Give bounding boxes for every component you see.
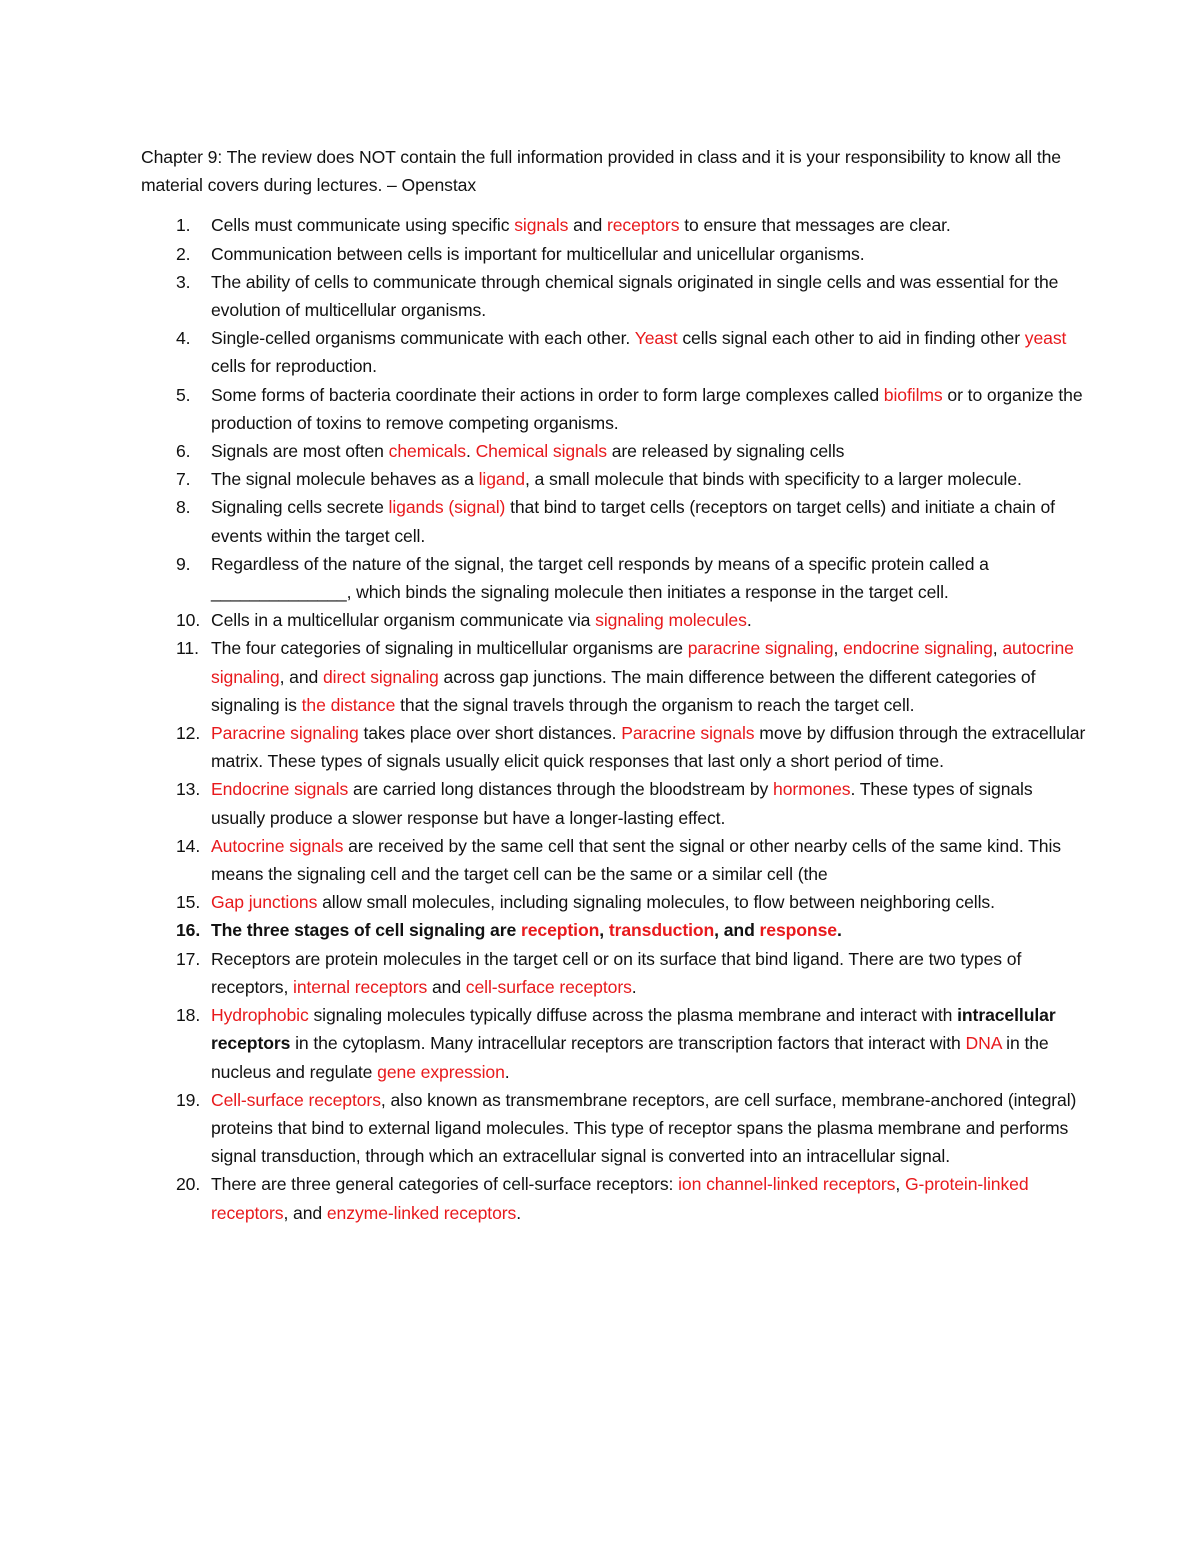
item-text: across gap junctions. The main difference between the different categories of signaling is bbox=[211, 666, 1036, 715]
item-text: The four categories of signaling in multicellular organisms are bbox=[211, 638, 688, 659]
review-item bbox=[141, 1170, 1090, 1226]
highlighted-term: Hydrophobic bbox=[211, 1005, 309, 1026]
review-item bbox=[141, 888, 1090, 916]
item-number: 14. bbox=[176, 835, 201, 856]
highlighted-term: direct signaling bbox=[322, 666, 439, 687]
highlighted-term: internal receptors bbox=[293, 976, 428, 997]
item-number: 20. bbox=[176, 1174, 201, 1195]
item-text: , and bbox=[714, 920, 760, 941]
item-text: allow small molecules, including signaling molecules, to flow between neighboring cells. bbox=[317, 892, 995, 913]
item-text: signaling molecules typically diffuse across the plasma membrane and interact with bbox=[308, 1005, 958, 1026]
highlighted-term: DNA bbox=[965, 1033, 1002, 1054]
highlighted-term: endocrine signaling bbox=[843, 638, 993, 659]
item-text: in the cytoplasm. Many intracellular receptors are transcription factors that interact with bbox=[290, 1033, 966, 1054]
item-text: and bbox=[427, 976, 466, 997]
item-text: The ability of cells to communicate through chemical signals originated in single cells and was essential for the evolution of multicellular organisms. bbox=[211, 271, 1059, 321]
item-text: . bbox=[836, 920, 842, 941]
highlighted-term: autocrine signaling bbox=[211, 638, 1074, 687]
highlighted-term: signaling molecules bbox=[595, 610, 747, 631]
item-text: , a small molecule that binds with specificity to a larger molecule. bbox=[524, 469, 1022, 490]
review-item bbox=[141, 465, 1090, 493]
item-text: and bbox=[568, 215, 607, 236]
item-number: 12. bbox=[176, 723, 201, 744]
item-text: . These types of signals usually produce a slower response but have a longer-lasting effect. bbox=[211, 779, 1033, 828]
item-text: Signaling cells secrete bbox=[211, 497, 389, 518]
review-item bbox=[141, 324, 1090, 380]
highlighted-term: G-protein-linked receptors bbox=[211, 1174, 1029, 1223]
highlighted-term: gene expression bbox=[377, 1061, 505, 1082]
item-text: , bbox=[599, 920, 609, 941]
item-number: 15. bbox=[176, 892, 201, 913]
highlighted-term: hormones bbox=[773, 779, 851, 800]
highlighted-term: Chemical signals bbox=[475, 441, 607, 462]
review-item bbox=[141, 240, 1090, 268]
highlighted-term: Gap junctions bbox=[211, 892, 318, 913]
highlighted-term: Autocrine signals bbox=[211, 835, 344, 856]
item-text: are released by signaling cells bbox=[606, 441, 845, 462]
review-item bbox=[141, 916, 1090, 944]
review-item bbox=[141, 550, 1090, 606]
item-text: There are three general categories of cell-surface receptors: bbox=[211, 1174, 679, 1195]
item-number: 19. bbox=[176, 1089, 201, 1110]
highlighted-term: the distance bbox=[301, 694, 396, 715]
item-text: Cells in a multicellular organism communicate via bbox=[211, 610, 596, 631]
item-text: Single-celled organisms communicate with each other. bbox=[211, 328, 635, 349]
item-text: , and bbox=[283, 1202, 327, 1223]
highlighted-term: Paracrine signaling bbox=[211, 723, 359, 744]
highlighted-term: chemicals bbox=[388, 441, 466, 462]
item-text: are received by the same cell that sent the signal or other nearby cells of the same kind. This means the signaling cell and the target cell can be the same or a similar cell (the bbox=[211, 835, 1061, 885]
highlighted-term: ligands (signal) bbox=[388, 497, 506, 518]
highlighted-term: receptors bbox=[606, 215, 680, 236]
highlighted-term: Paracrine signals bbox=[621, 723, 755, 744]
review-item bbox=[141, 493, 1090, 549]
item-text: takes place over short distances. bbox=[358, 723, 622, 744]
item-number: 18. bbox=[176, 1005, 201, 1026]
chapter-intro: Chapter 9: The review does NOT contain the full information provided in class and it is your responsibility to know all the material covers during lectures. – Openstax bbox=[141, 147, 1061, 196]
review-item bbox=[141, 211, 1090, 239]
item-number: 17. bbox=[176, 948, 201, 969]
review-item bbox=[141, 1001, 1090, 1086]
item-text: in the nucleus and regulate bbox=[211, 1033, 1049, 1082]
review-item bbox=[141, 945, 1090, 1001]
highlighted-term: signals bbox=[514, 215, 569, 236]
item-text: , and bbox=[279, 666, 323, 687]
item-text: move by diffusion through the extracellular matrix. These types of signals usually elicit quick responses that last only a short period of time. bbox=[211, 723, 1086, 772]
item-number: 3. bbox=[176, 271, 191, 292]
review-item bbox=[141, 775, 1090, 831]
item-text: to ensure that messages are clear. bbox=[679, 215, 951, 236]
item-text: , bbox=[992, 638, 1003, 659]
review-item bbox=[141, 1086, 1090, 1171]
item-text: , bbox=[833, 638, 844, 659]
review-item bbox=[141, 719, 1090, 775]
highlighted-term: ion channel-linked receptors bbox=[678, 1174, 896, 1195]
review-item bbox=[141, 634, 1090, 719]
item-number: 9. bbox=[176, 553, 191, 574]
item-text: . bbox=[631, 976, 637, 997]
item-number: 5. bbox=[176, 384, 191, 405]
highlighted-term: ligand bbox=[478, 469, 525, 490]
item-text: Cells must communicate using specific bbox=[211, 215, 515, 236]
item-number: 6. bbox=[176, 441, 191, 462]
item-text: . bbox=[516, 1202, 522, 1223]
item-text: that bind to target cells (receptors on target cells) and initiate a chain of events within the target cell. bbox=[211, 497, 1055, 546]
review-list bbox=[141, 211, 1090, 1226]
item-text: Receptors are protein molecules in the target cell or on its surface that bind ligand. There are two types of receptors, bbox=[211, 948, 1022, 997]
item-number: 13. bbox=[176, 779, 201, 800]
item-text: Communication between cells is important for multicellular and unicellular organisms. bbox=[211, 243, 865, 264]
item-number: 16. bbox=[176, 920, 201, 941]
item-number: 8. bbox=[176, 497, 191, 518]
item-text: or to organize the production of toxins to remove competing organisms. bbox=[211, 384, 1083, 433]
item-text: . bbox=[746, 610, 752, 631]
review-item bbox=[141, 832, 1090, 888]
item-text: cells for reproduction. bbox=[211, 356, 377, 377]
item-text: that the signal travels through the organism to reach the target cell. bbox=[395, 694, 915, 715]
highlighted-term: cell-surface receptors bbox=[465, 976, 632, 997]
highlighted-term: Endocrine signals bbox=[211, 779, 349, 800]
item-text: . bbox=[465, 441, 476, 462]
item-text: are carried long distances through the bloodstream by bbox=[348, 779, 774, 800]
highlighted-term: reception bbox=[520, 920, 600, 941]
item-text: . bbox=[504, 1061, 510, 1082]
highlighted-term: yeast bbox=[1024, 328, 1067, 349]
review-item bbox=[141, 268, 1090, 324]
bold-term: intracellular receptors bbox=[211, 1005, 1056, 1054]
highlighted-term: Cell-surface receptors bbox=[211, 1089, 381, 1110]
item-text: The signal molecule behaves as a bbox=[211, 469, 479, 490]
review-item bbox=[141, 437, 1090, 465]
item-text: Regardless of the nature of the signal, the target cell responds by means of a specific protein called a ______________, which binds the signaling molecule then initiates a response in the target cell. bbox=[211, 553, 989, 603]
item-text: , also known as transmembrane receptors, are cell surface, membrane-anchored (integral) proteins that bind to external ligand molecules. This type of receptor spans the plasma membrane and performs signal transduction, through which an extracellular signal is converted into an intracellular signal. bbox=[211, 1089, 1077, 1167]
item-text: The three stages of cell signaling are bbox=[211, 920, 521, 941]
highlighted-term: enzyme-linked receptors bbox=[326, 1202, 517, 1223]
item-number: 7. bbox=[176, 469, 191, 490]
highlighted-term: biofilms bbox=[883, 384, 943, 405]
item-text: Some forms of bacteria coordinate their actions in order to form large complexes called bbox=[211, 384, 884, 405]
item-number: 10. bbox=[176, 610, 201, 631]
item-number: 2. bbox=[176, 243, 191, 264]
highlighted-term: response bbox=[759, 920, 837, 941]
review-item bbox=[141, 381, 1090, 437]
highlighted-term: Yeast bbox=[634, 328, 678, 349]
item-number: 4. bbox=[176, 328, 191, 349]
item-text: Signals are most often bbox=[211, 441, 389, 462]
item-text: cells signal each other to aid in finding other bbox=[677, 328, 1025, 349]
item-text: , bbox=[895, 1174, 905, 1195]
item-number: 11. bbox=[176, 638, 199, 659]
review-item bbox=[141, 606, 1090, 634]
highlighted-term: paracrine signaling bbox=[687, 638, 834, 659]
highlighted-term: transduction bbox=[608, 920, 715, 941]
item-number: 1. bbox=[176, 215, 191, 236]
